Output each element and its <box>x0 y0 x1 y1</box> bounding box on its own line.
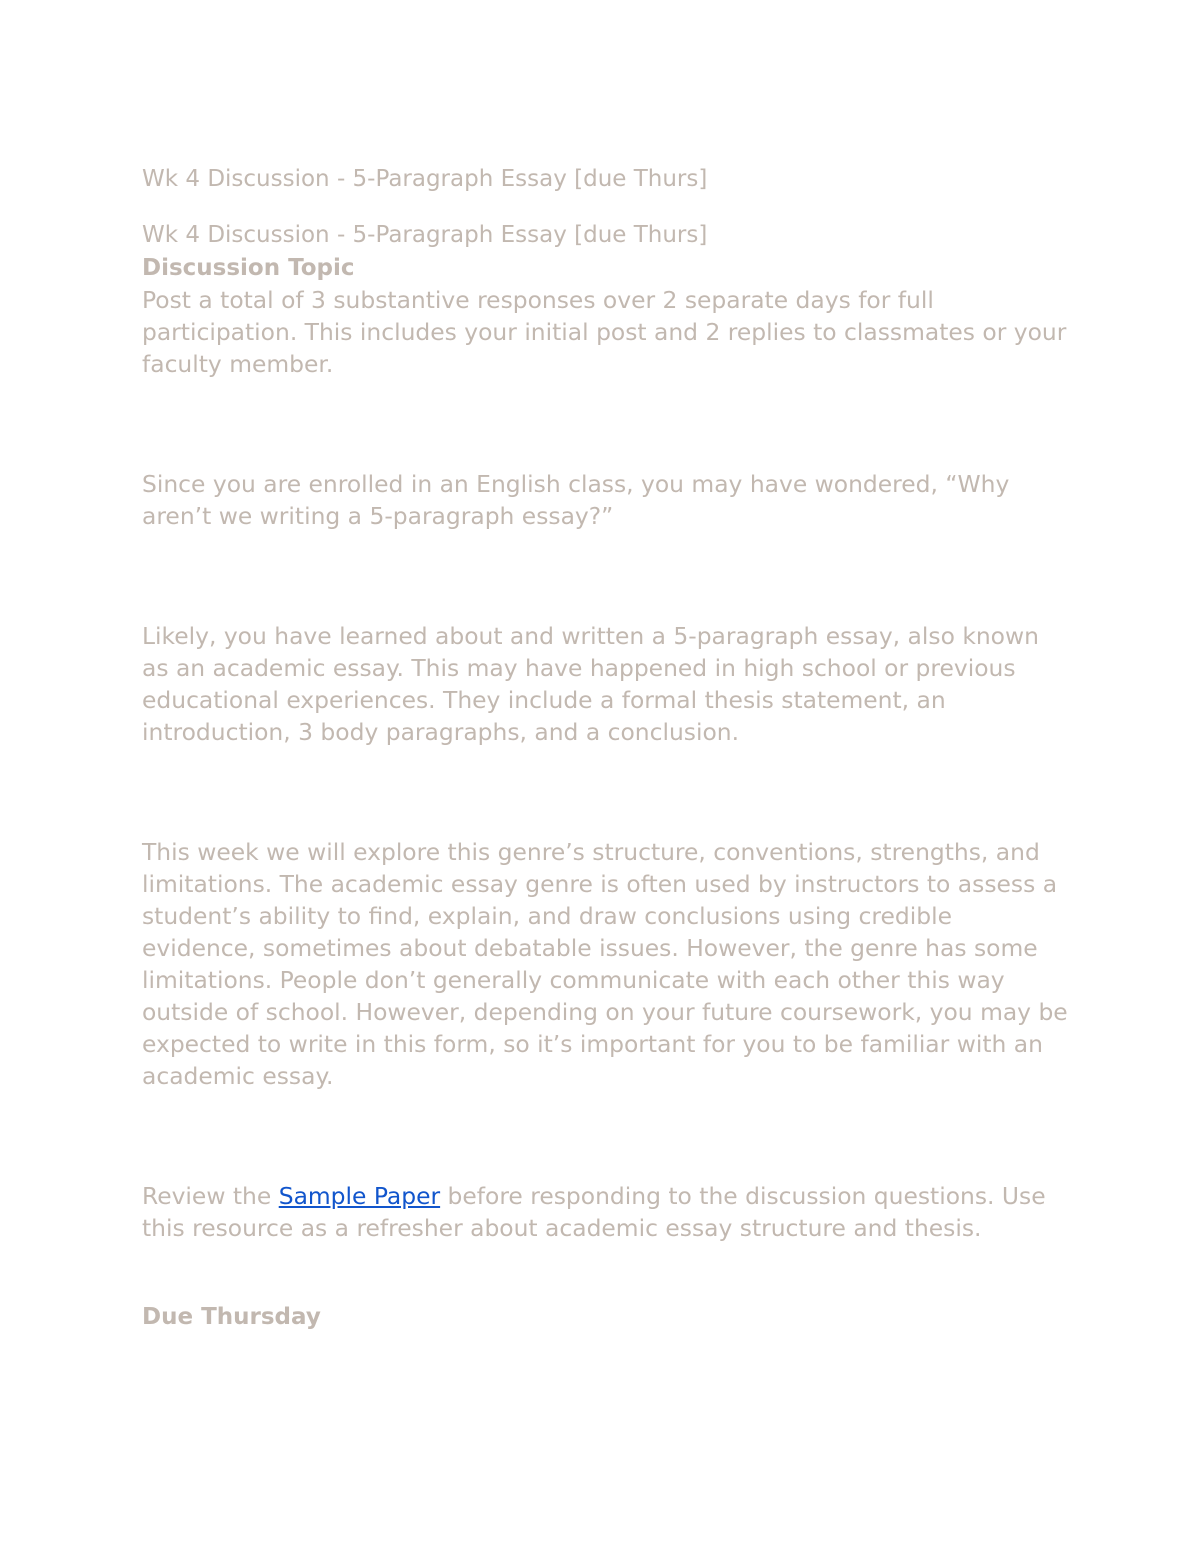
spacer <box>142 1092 1072 1180</box>
review-prefix: Review the <box>142 1182 279 1210</box>
discussion-topic-heading: Discussion Topic <box>142 255 355 281</box>
sample-paper-link[interactable]: Sample Paper <box>278 1182 441 1210</box>
spacer <box>142 1244 1072 1300</box>
discussion-title: Wk 4 Discussion - 5-Paragraph Essay [due Thurs] <box>142 222 708 248</box>
document-title: Wk 4 Discussion - 5-Paragraph Essay [due Thurs] <box>142 166 708 192</box>
spacer <box>142 748 1072 836</box>
participation-paragraph: Post a total of 3 substantive responses over 2 separate days for full participation. This includes your initial post and 2 replies to classmates or your faculty member. <box>142 286 1067 378</box>
due-thursday-heading: Due Thursday <box>142 1304 321 1330</box>
review-suffix: before responding to the discussion questions. Use this resource as a refresher about academic essay structure and thesis. <box>142 1182 1046 1242</box>
explore-paragraph: This week we will explore this genre’s structure, conventions, strengths, and limitations. The academic essay genre is often used by instructors to assess a student’s ability to find, explain, and draw conclusions using credible evidence, sometimes about debatable issues. However, the genre has some limitations. People don’t generally communicate with each other this way outside of school. However, depending on your future coursework, you may be expected to write in this form, so it’s important for you to be familiar with an academic essay. <box>142 838 1068 1090</box>
review-paragraph <box>142 1180 1072 1244</box>
document-page <box>142 162 1072 1334</box>
spacer <box>142 532 1072 620</box>
intro-question-paragraph: Since you are enrolled in an English class, you may have wondered, “Why aren’t we writing a 5-paragraph essay?” <box>142 470 1010 530</box>
background-paragraph: Likely, you have learned about and written a 5-paragraph essay, also known as an academic essay. This may have happened in high school or previous educational experiences. They include a formal thesis statement, an introduction, 3 body paragraphs, and a conclusion. <box>142 622 1039 746</box>
spacer <box>142 380 1072 468</box>
